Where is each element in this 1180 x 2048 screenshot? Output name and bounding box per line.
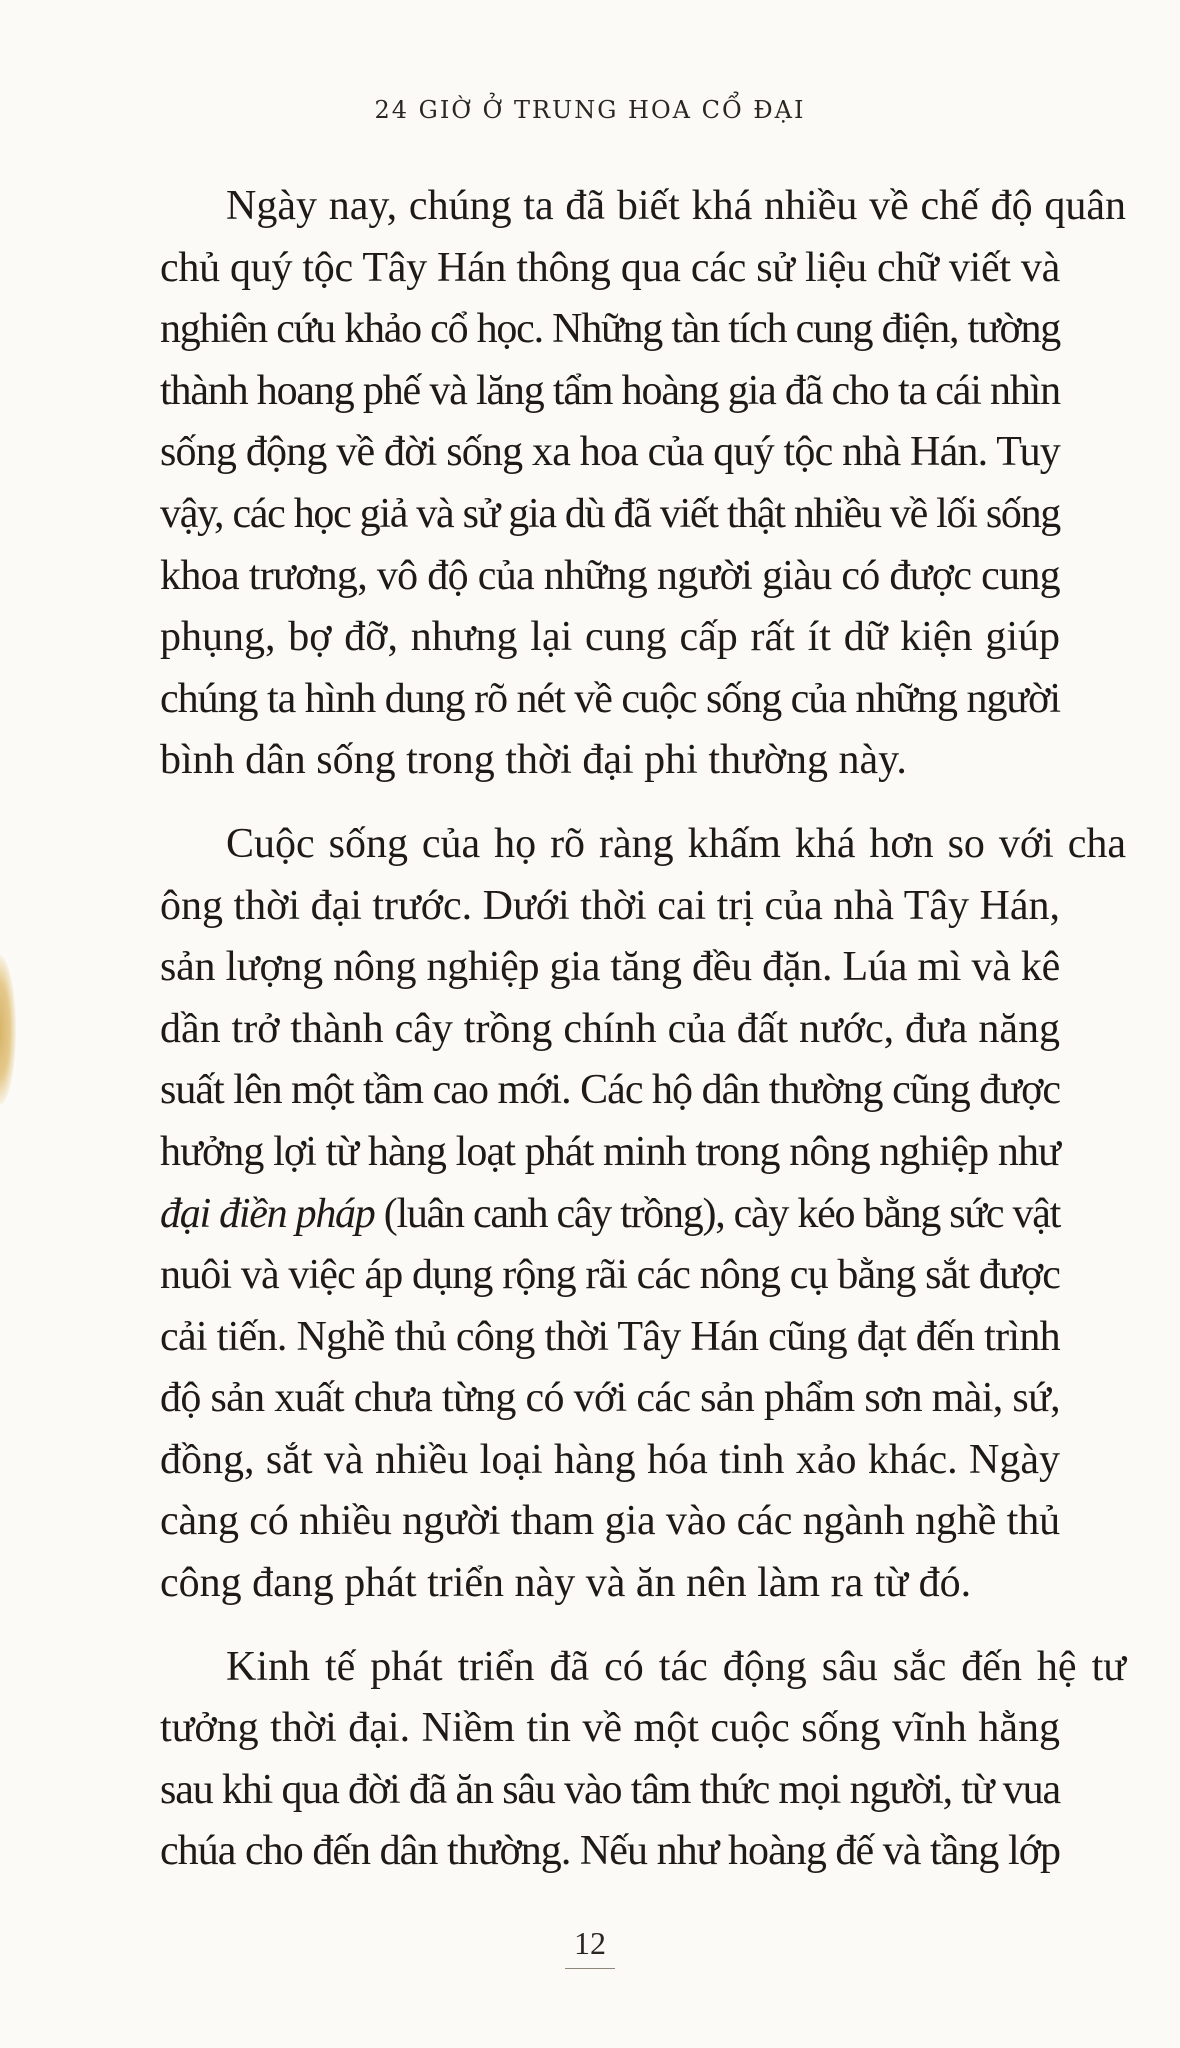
text-line: khoa trương, vô độ của những người giàu có được cung (160, 552, 1060, 599)
text-line: bình dân sống trong thời đại phi thường này. (160, 737, 907, 784)
text-line: phụng, bợ đỡ, nhưng lại cung cấp rất ít dữ kiện giúp (160, 614, 1060, 661)
text-line: chúa cho đến dân thường. Nếu như hoàng đế và tầng lớp (160, 1828, 1060, 1875)
paragraph-1 (160, 176, 1126, 792)
text-line: độ sản xuất chưa từng có với các sản phẩm sơn mài, sứ, (160, 1375, 1060, 1422)
text-line: Kinh tế phát triển đã có tác động sâu sắc đến hệ tư (226, 1643, 1126, 1690)
text-line: chủ quý tộc Tây Hán thông qua các sử liệu chữ viết và (160, 244, 1061, 291)
text-line: chúng ta hình dung rõ nét về cuộc sống của những người (160, 675, 1060, 722)
text-line: vậy, các học giả và sử gia dù đã viết thật nhiều về lối sống (160, 490, 1060, 537)
text-line: sống động về đời sống xa hoa của quý tộc nhà Hán. Tuy (160, 429, 1060, 476)
text-line-with-italic (160, 1184, 1060, 1246)
text-line: dần trở thành cây trồng chính của đất nước, đưa năng (160, 1005, 1060, 1052)
text-line-rest: (luân canh cây trồng), cày kéo bằng sức vật (383, 1190, 1061, 1237)
paragraph-2 (160, 814, 1126, 1615)
paragraph-3 (160, 1637, 1126, 1883)
text-line: Ngày nay, chúng ta đã biết khá nhiều về chế độ quân (226, 183, 1126, 229)
text-line: công đang phát triển này và ăn nên làm ra từ đó. (160, 1560, 972, 1607)
text-line: sau khi qua đời đã ăn sâu vào tâm thức mọi người, từ vua (160, 1766, 1060, 1813)
text-line: hưởng lợi từ hàng loạt phát minh trong nông nghiệp như (160, 1128, 1061, 1175)
body-text (160, 176, 1126, 1883)
page-number: 12 (574, 1925, 606, 1961)
text-line: nuôi và việc áp dụng rộng rãi các nông cụ bằng sắt được (160, 1252, 1060, 1299)
text-line: tưởng thời đại. Niềm tin về một cuộc sống vĩnh hằng (160, 1705, 1060, 1752)
text-line: sản lượng nông nghiệp gia tăng đều đặn. Lúa mì và kê (160, 944, 1060, 991)
text-line: cải tiến. Nghề thủ công thời Tây Hán cũng đạt đến trình (160, 1313, 1060, 1360)
text-line: đồng, sắt và nhiều loại hàng hóa tinh xảo khác. Ngày (160, 1436, 1060, 1483)
text-line: ông thời đại trước. Dưới thời cai trị của nhà Tây Hán, (160, 882, 1060, 929)
italic-term: đại điền pháp (160, 1190, 375, 1237)
page-edge-stain (0, 955, 16, 1105)
running-head: 24 GIỜ Ở TRUNG HOA CỔ ĐẠI (374, 96, 806, 124)
text-line: càng có nhiều người tham gia vào các ngành nghề thủ (160, 1498, 1060, 1545)
text-line: nghiên cứu khảo cổ học. Những tàn tích cung điện, tường (160, 306, 1060, 353)
text-line: Cuộc sống của họ rõ ràng khấm khá hơn so với cha (226, 820, 1126, 867)
page-number-rule (565, 1968, 615, 1969)
text-line: thành hoang phế và lăng tẩm hoàng gia đã cho ta cái nhìn (160, 367, 1060, 414)
text-line: suất lên một tầm cao mới. Các hộ dân thường cũng được (160, 1067, 1060, 1114)
